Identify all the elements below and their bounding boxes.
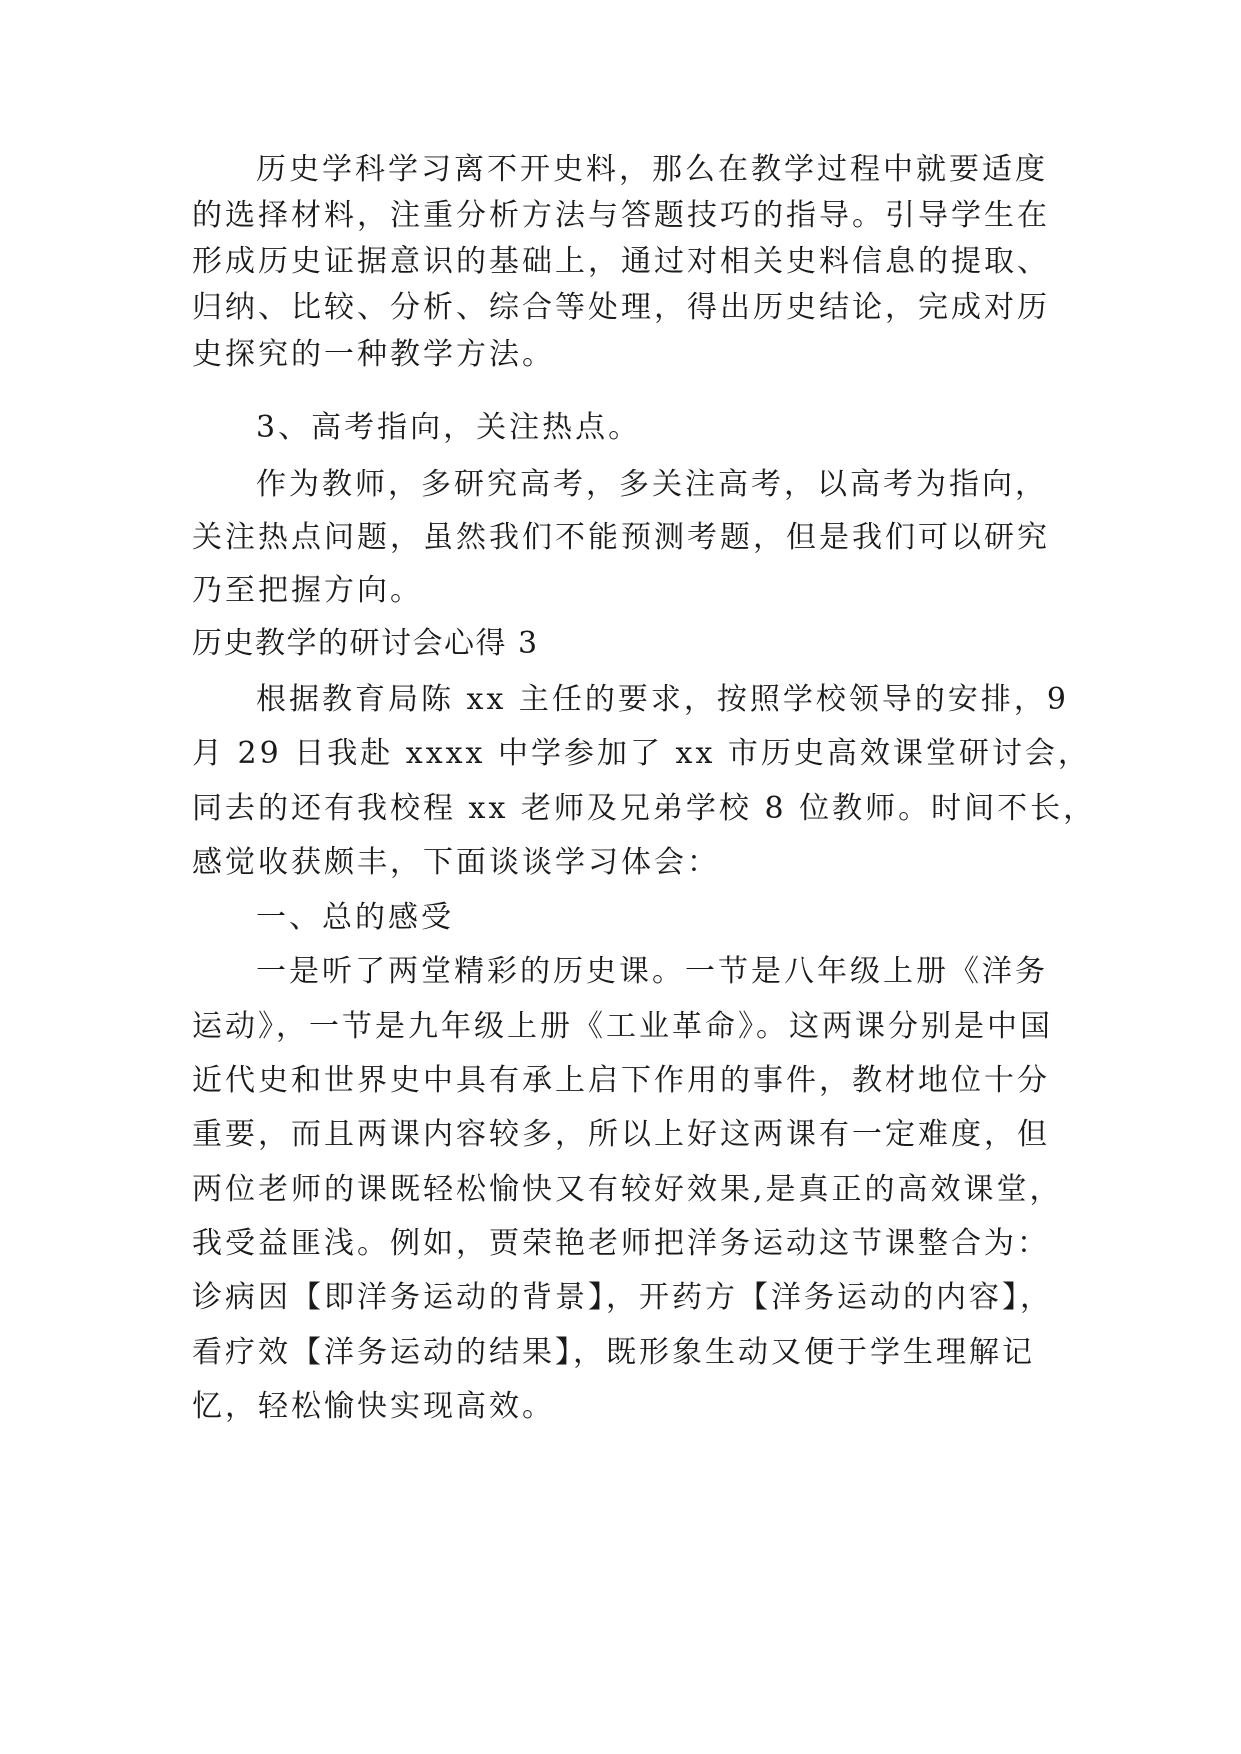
paragraph-line: 的选择材料，注重分析方法与答题技巧的指导。引导学生在 <box>192 198 1050 233</box>
paragraph-line: 形成历史证据意识的基础上，通过对相关史料信息的提取、 <box>192 244 1050 279</box>
paragraph-line: 月 29 日我赴 xxxx 中学参加了 xx 市历史高效课堂研讨会， <box>192 736 1091 771</box>
paragraph-line: 根据教育局陈 xx 主任的要求，按照学校领导的安排，9 <box>256 682 1069 717</box>
paragraph-line: 运动》，一节是九年级上册《工业革命》。这两课分别是中国 <box>192 1009 1053 1044</box>
paragraph-line: 关注热点问题，虽然我们不能预测考题，但是我们可以研究 <box>192 520 1050 555</box>
paragraph-line: 重要，而且两课内容较多，所以上好这两课有一定难度，但 <box>192 1117 1050 1152</box>
paragraph-line: 同去的还有我校程 xx 老师及兄弟学校 8 位教师。时间不长， <box>192 791 1097 826</box>
paragraph-line: 看疗效【洋务运动的结果】，既形象生动又便于学生理解记 <box>192 1335 1035 1370</box>
paragraph-line: 历史学科学习离不开史料，那么在教学过程中就要适度 <box>256 152 1048 187</box>
paragraph-line: 作为教师，多研究高考，多关注高考，以高考为指向， <box>256 467 1048 502</box>
paragraph-line: 感觉收获颇丰，下面谈谈学习体会： <box>192 845 720 880</box>
paragraph-line: 史探究的一种教学方法。 <box>192 337 555 372</box>
paragraph-line: 乃至把握方向。 <box>192 573 423 608</box>
paragraph-line: 诊病因【即洋务运动的背景】，开药方【洋务运动的内容】， <box>192 1280 1053 1315</box>
paragraph-line: 忆，轻松愉快实现高效。 <box>192 1389 555 1424</box>
paragraph-line: 两位老师的课既轻松愉快又有较好效果,是真正的高效课堂， <box>192 1172 1063 1207</box>
paragraph-line: 归纳、比较、分析、综合等处理，得出历史结论，完成对历 <box>192 290 1050 325</box>
paragraph-line: 我受益匪浅。例如，贾荣艳老师把洋务运动这节课整合为： <box>192 1226 1050 1261</box>
article-title: 历史教学的研讨会心得 3 <box>192 626 539 661</box>
section-heading: 3、高考指向，关注热点。 <box>256 410 642 445</box>
section-heading: 一、总的感受 <box>256 900 454 935</box>
paragraph-line: 近代史和世界史中具有承上启下作用的事件，教材地位十分 <box>192 1063 1050 1098</box>
paragraph-line: 一是听了两堂精彩的历史课。一节是八年级上册《洋务 <box>256 954 1048 989</box>
